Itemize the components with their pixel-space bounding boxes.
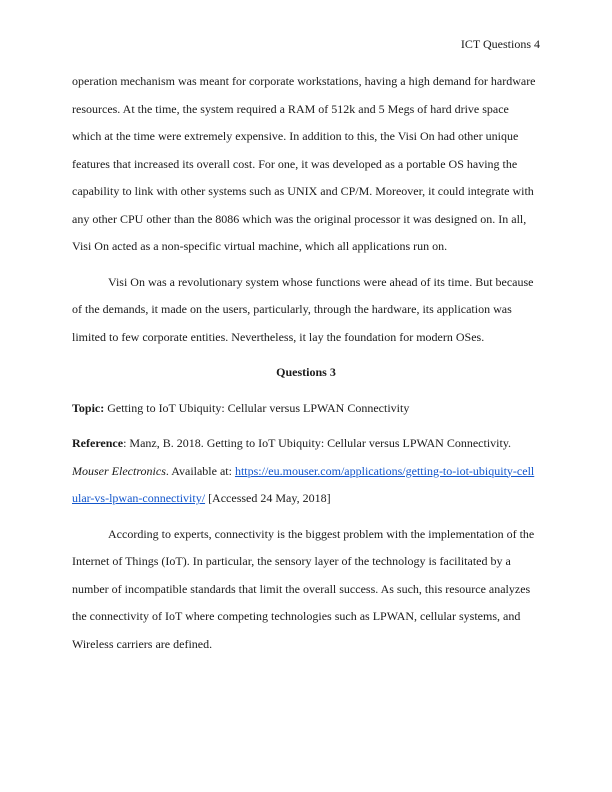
reference-line	[72, 430, 540, 513]
topic-line	[72, 395, 540, 423]
paragraph-iot-summary: According to experts, connectivity is the biggest problem with the implementation of the Internet of Things (IoT). In particular, the sensory layer of the technology is facilitated by a number of incompatible standards that limit the overall success. As such, this resource analyzes the connectivity of IoT where competing technologies such as LPWAN, cellular systems, and Wireless carriers are defined.	[72, 526, 535, 651]
reference-publisher: Mouser Electronics	[72, 463, 166, 478]
paragraph-visi-on-continued: operation mechanism was meant for corporate workstations, having a high demand for hardware resources. At the time, the system required a RAM of 512k and 5 Megs of hard drive space which at the time were extremely expensive. In addition to this, the Visi On had other unique features that increased its overall cost. For one, it was developed as a portable OS having the capability to link with other systems such as UNIX and CP/M. Moreover, it could integrate with any other CPU other than the 8086 which was the original processor it was designed on. In all, Visi On acted as a non-specific virtual machine, which all applications run on.	[72, 74, 536, 253]
reference-url-link[interactable]: https://eu.mouser.com/applications/getting-to-iot-ubiquity-cellular-vs-lpwan-connectivity/	[72, 463, 535, 505]
paragraph-visi-on-conclusion: Visi On was a revolutionary system whose functions were ahead of its time. But because of the demands, it made on the users, particularly, through the hardware, its application was limited to few corporate entities. Nevertheless, it lay the foundation for modern OSes.	[72, 274, 534, 344]
reference-accessed: [Accessed 24 May, 2018]	[205, 491, 331, 505]
running-header: ICT Questions 4	[460, 37, 540, 51]
reference-available: . Available at:	[165, 463, 235, 478]
reference-label: Reference	[72, 436, 124, 450]
reference-citation: : Manz, B. 2018. Getting to IoT Ubiquity: Cellular versus LPWAN Connectivity.	[123, 436, 512, 450]
section-heading: Questions 3	[276, 365, 336, 379]
topic-label: Topic:	[72, 400, 105, 415]
document-body	[72, 68, 540, 658]
topic-text: Getting to IoT Ubiquity: Cellular versus LPWAN Connectivity	[104, 400, 410, 415]
